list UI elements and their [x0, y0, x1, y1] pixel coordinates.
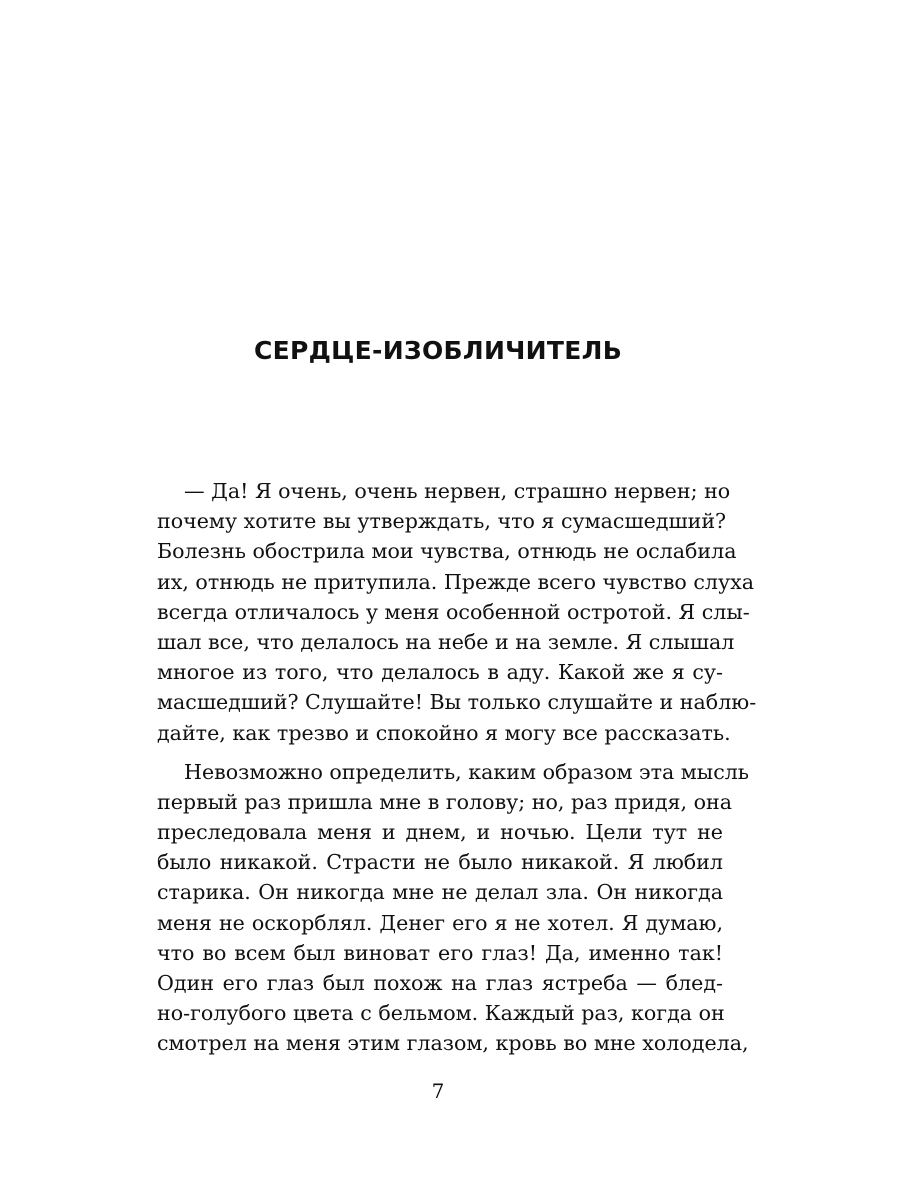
text-line: масшедший? Слушайте! Вы только слушайте и наблю- [157, 690, 757, 715]
body-text [157, 476, 757, 1059]
text-line: преследовала меня и днем, и ночью. Цели тут не [157, 820, 723, 845]
paragraph-1 [157, 476, 757, 748]
text-line: что во всем был виноват его глаз! Да, именно так! [157, 940, 723, 965]
text-line: дайте, как трезво и спокойно я могу все рассказать. [157, 720, 731, 745]
page-number: 7 [431, 1079, 445, 1103]
text-line: многое из того, что делалось в аду. Какой же я су- [157, 660, 723, 685]
text-line: их, отнюдь не притупила. Прежде всего чувство слуха [157, 569, 754, 594]
text-line: — Да! Я очень, очень нервен, страшно нервен; но [184, 479, 731, 503]
paragraph-2 [157, 757, 750, 1059]
text-line: Болезнь обострила мои чувства, отнюдь не ослабила [157, 539, 737, 564]
text-line: меня не оскорблял. Денег его я не хотел. Я думаю, [157, 910, 723, 935]
text-line: старика. Он никогда мне не делал зла. Он никогда [157, 880, 723, 905]
text-line: первый раз пришла мне в голову; но, раз придя, она [157, 789, 733, 814]
text-line: всегда отличалось у меня особенной остротой. Я слы- [157, 599, 750, 624]
text-line: смотрел на меня этим глазом, кровь во мне холодела, [157, 1031, 749, 1056]
text-line: почему хотите вы утверждать, что я сумасшедший? [157, 509, 727, 534]
text-line: Невозможно определить, каким образом эта мысль [184, 759, 750, 784]
text-line: было никакой. Страсти не было никакой. Я любил [157, 850, 723, 875]
chapter-title: СЕРДЦЕ-ИЗОБЛИЧИТЕЛЬ [253, 336, 623, 365]
text-line: шал все, что делалось на небе и на земле. Я слышал [157, 629, 735, 654]
text-line: Один его глаз был похож на глаз ястреба — блед- [157, 971, 723, 995]
text-line: но-голубого цвета с бельмом. Каждый раз, когда он [157, 1001, 725, 1026]
